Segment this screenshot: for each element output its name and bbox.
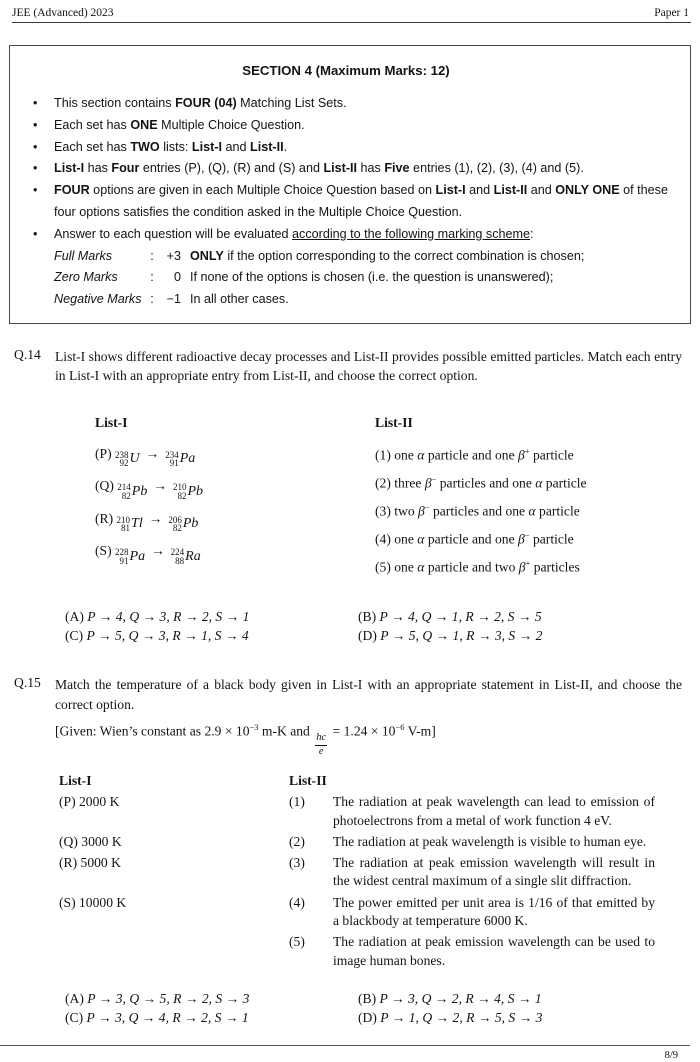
entry-tag: (1) <box>375 447 395 463</box>
text-segment: particles and one <box>429 503 529 519</box>
particle-row <box>375 530 700 558</box>
q15-list2-tag: (2) <box>289 833 305 849</box>
q15-list1-entry: (R) 5000 K <box>59 855 121 871</box>
marking-value: +3 <box>166 248 181 263</box>
text-segment: β <box>518 531 525 547</box>
text-segment: Multiple Choice Question. <box>157 117 305 132</box>
q15-list2-header: List-II <box>289 773 327 788</box>
arrow-glyph: → <box>153 478 167 494</box>
section-instruction-box <box>9 45 691 324</box>
instruction-item <box>30 158 672 180</box>
text-segment: List-II <box>250 139 284 154</box>
q15-options <box>65 991 700 1027</box>
text-segment: and <box>527 183 556 198</box>
text-segment: List-II <box>493 183 528 198</box>
text-segment: particle <box>529 447 574 463</box>
q15-list2-tag: (1) <box>289 794 305 810</box>
marking-row <box>54 246 672 268</box>
marking-value: 0 <box>173 270 181 285</box>
text-segment: β <box>518 559 526 575</box>
text-segment: Each set has <box>54 117 131 132</box>
decay-row <box>95 511 375 544</box>
text-segment: Five <box>384 161 410 176</box>
question-15-number: Q.15 <box>14 675 41 691</box>
instruction-item <box>30 115 672 137</box>
header-exam-title: JEE (Advanced) 2023 <box>12 7 114 19</box>
page-header <box>12 0 691 23</box>
text-segment: entries (P), (Q), (R) and (S) and <box>139 161 324 176</box>
nuclide <box>171 548 201 565</box>
text-segment: particle and two <box>424 559 519 575</box>
question-14-lists <box>95 415 700 586</box>
option-item <box>358 991 700 1007</box>
text-segment: List-I <box>191 139 222 154</box>
text-segment: α <box>417 531 425 547</box>
superscript: − <box>524 529 530 540</box>
text-segment: entries (1), (2), (3), (4) and (5). <box>409 161 584 176</box>
nuclide-prescripts <box>168 516 182 533</box>
option-tag: (B) <box>358 990 380 1006</box>
text-segment: particles and one <box>436 475 536 491</box>
nuclide <box>115 451 140 468</box>
text-segment: = 1.24 × 10 <box>329 724 396 739</box>
atomic-number: 91 <box>119 555 129 566</box>
q15-list2-tag: (3) <box>289 855 305 871</box>
element-symbol: Pa <box>129 548 146 564</box>
nuclide <box>165 451 195 468</box>
particle-row <box>375 446 700 474</box>
element-symbol: U <box>129 451 140 467</box>
text-segment: particle <box>529 531 574 547</box>
text-segment: : <box>530 226 534 241</box>
text-segment: particle <box>542 475 587 491</box>
option-item <box>358 628 700 644</box>
nuclide-prescripts <box>117 483 131 500</box>
marking-colon: : <box>150 248 154 263</box>
superscript: + <box>525 557 531 568</box>
text-segment: FOUR <box>54 183 90 198</box>
marking-text <box>190 267 672 289</box>
text-segment: one <box>394 447 418 463</box>
mass-number: 210 <box>172 482 187 493</box>
mass-number: 206 <box>168 514 182 525</box>
marking-text <box>190 289 672 311</box>
text-segment: α <box>528 503 536 519</box>
question-14 <box>14 347 686 386</box>
header-paper-label: Paper 1 <box>654 7 689 19</box>
particle-row <box>375 558 700 586</box>
mass-number: 210 <box>116 514 131 525</box>
option-text: P → 5, Q → 1, R → 3, S → 2 <box>380 628 543 644</box>
text-segment: Each set has <box>54 139 131 154</box>
text-segment: options are given in each Multiple Choice Question based on <box>89 183 436 198</box>
text-segment: and <box>465 183 494 198</box>
superscript: + <box>524 445 530 456</box>
option-tag: (C) <box>65 628 87 644</box>
text-segment: has <box>357 161 385 176</box>
q15-list2-text: The power emitted per unit area is 1/16 of that emitted by a blackbody at temperature 6000 K. <box>333 894 655 929</box>
q14-list2-column <box>375 415 700 586</box>
q14-list1-column <box>95 415 375 586</box>
text-segment: and <box>221 139 250 154</box>
fraction-numerator: hc <box>315 733 327 746</box>
text-segment: Four <box>111 161 140 176</box>
marking-scheme <box>54 246 672 311</box>
question-14-number: Q.14 <box>14 346 41 362</box>
text-segment: according to the following marking scheme <box>292 226 531 241</box>
option-text: P → 1, Q → 2, R → 5, S → 3 <box>380 1010 543 1026</box>
text-segment: particle <box>535 503 580 519</box>
text-segment: [Given: Wien’s constant as 2.9 × 10 <box>55 724 250 739</box>
entry-tag: (2) <box>375 475 395 491</box>
particle-row <box>375 502 700 530</box>
question-15-body <box>55 675 686 757</box>
element-symbol: Tl <box>131 516 143 532</box>
q15-list2-text: The radiation at peak emission wavelength will result in the widest central maximum of a single slit diffraction. <box>333 855 655 889</box>
entry-tag: (4) <box>375 531 395 547</box>
option-tag: (B) <box>358 608 380 624</box>
text-segment: This section contains <box>54 96 176 110</box>
decay-row <box>95 446 375 479</box>
option-text: P → 4, Q → 1, R → 2, S → 5 <box>379 608 542 624</box>
q15-list2-text: The radiation at peak wavelength is visible to human eye. <box>333 833 647 849</box>
text-segment: ONE <box>130 117 158 132</box>
text-segment: lists: <box>159 139 192 154</box>
text-segment: two <box>394 503 419 519</box>
mass-number: 234 <box>165 449 179 460</box>
entry-tag: (5) <box>375 559 395 575</box>
text-segment: If none of the options is chosen (i.e. the question is unanswered); <box>190 270 554 285</box>
atomic-number: 92 <box>119 458 129 469</box>
text-segment: β <box>518 447 525 463</box>
q15-list1-entry <box>59 932 289 972</box>
option-item <box>358 609 700 625</box>
superscript: −6 <box>395 722 405 733</box>
nuclide-prescripts <box>117 516 131 533</box>
text-segment: ONLY ONE <box>555 183 620 198</box>
marking-row <box>54 267 672 289</box>
marking-label: Zero Marks <box>54 270 118 285</box>
section-title: SECTION 4 (Maximum Marks: 12) <box>242 63 450 78</box>
q15-list1-header: List-I <box>59 773 92 788</box>
entry-tag: (R) <box>95 510 117 526</box>
text-segment: Answer to each question will be evaluated <box>54 226 293 241</box>
q15-list1-entry: (Q) 3000 K <box>59 833 122 849</box>
text-segment: α <box>417 559 425 575</box>
nuclide <box>168 516 198 533</box>
option-item <box>65 991 358 1007</box>
text-segment: m-K and <box>258 724 314 739</box>
question-14-text: List-I shows different radioactive decay processes and List-II provides possible emitted particles. Match each entry in List-I with an appropriate entry from List-II, and choose the correct option. <box>55 348 682 384</box>
atomic-number: 82 <box>121 490 131 501</box>
entry-tag: (S) <box>95 543 116 559</box>
q14-list1-rows <box>95 446 375 576</box>
instruction-list <box>20 93 672 246</box>
option-tag: (D) <box>358 1010 381 1026</box>
footer-rule <box>0 1045 690 1046</box>
superscript: − <box>424 501 430 512</box>
text-segment: particles <box>530 559 580 575</box>
arrow-glyph: → <box>148 510 163 526</box>
marking-label: Full Marks <box>54 248 113 263</box>
text-segment: α <box>417 447 425 463</box>
q15-list2-tag: (5) <box>289 934 305 950</box>
option-item <box>65 609 358 625</box>
text-segment: List-I <box>435 183 466 198</box>
text-segment: particle and one <box>424 531 519 547</box>
element-symbol: Pb <box>182 516 199 532</box>
q15-list2-text: The radiation at peak emission wavelength can be used to image human bones. <box>333 934 655 968</box>
text-segment: . <box>283 139 288 154</box>
atomic-number: 88 <box>175 555 185 566</box>
nuclide-prescripts <box>173 483 187 500</box>
fraction-denominator: e <box>318 745 324 757</box>
decay-row <box>95 543 375 576</box>
element-symbol: Pa <box>179 451 196 467</box>
nuclide-prescripts <box>115 451 129 468</box>
question-15 <box>14 675 686 757</box>
atomic-number: 91 <box>169 458 179 469</box>
entry-tag: (3) <box>375 503 395 519</box>
particle-row <box>375 474 700 502</box>
option-tag: (A) <box>65 990 88 1006</box>
mass-number: 238 <box>115 449 129 460</box>
instruction-item <box>30 93 672 115</box>
marking-row <box>54 289 672 311</box>
q15-list2-tag: (4) <box>289 894 305 910</box>
nuclide <box>115 548 145 565</box>
text-segment: FOUR (04) <box>175 96 237 110</box>
text-segment: has <box>84 161 112 176</box>
q15-list1-entry: (S) 10000 K <box>59 894 127 910</box>
nuclide-prescripts <box>165 451 179 468</box>
text-segment: List-I <box>54 161 85 176</box>
element-symbol: Pb <box>187 483 203 499</box>
text-segment: one <box>394 531 418 547</box>
text-segment: V-m] <box>404 724 436 739</box>
nuclide <box>117 516 143 533</box>
marking-value: −1 <box>166 292 181 307</box>
instruction-item <box>30 180 672 224</box>
text-segment: of these four options satisfies the condition asked in the Multiple Choice Question. <box>54 183 668 219</box>
arrow-glyph: → <box>145 445 160 461</box>
superscript: −3 <box>249 722 259 733</box>
page-number: 8/9 <box>664 1050 678 1061</box>
marking-label: Negative Marks <box>54 292 142 307</box>
element-symbol: Ra <box>185 548 201 564</box>
text-segment: if the option corresponding to the correct combination is chosen; <box>223 248 585 263</box>
q14-list2-header: List-II <box>375 414 413 430</box>
text-segment: In all other cases. <box>190 292 289 307</box>
text-segment: α <box>535 475 543 491</box>
superscript: − <box>431 473 437 484</box>
text-segment: ONLY <box>190 248 224 263</box>
nuclide-prescripts <box>115 548 129 565</box>
text-segment: three <box>394 475 425 491</box>
option-text: P → 3, Q → 2, R → 4, S → 1 <box>379 990 542 1006</box>
nuclide <box>117 483 147 500</box>
q14-list1-header: List-I <box>95 414 128 430</box>
option-item <box>358 1010 700 1026</box>
option-item <box>65 628 358 644</box>
option-text: P → 4, Q → 3, R → 2, S → 1 <box>87 608 250 624</box>
option-text: P → 3, Q → 5, R → 2, S → 3 <box>87 990 250 1006</box>
mass-number: 214 <box>117 482 131 493</box>
decay-row <box>95 478 375 511</box>
option-tag: (D) <box>358 628 381 644</box>
entry-tag: (P) <box>95 445 116 461</box>
option-item <box>65 1010 358 1026</box>
question-15-given <box>55 718 682 757</box>
text-segment: one <box>394 559 418 575</box>
option-text: P → 3, Q → 4, R → 2, S → 1 <box>86 1010 249 1026</box>
option-text: P → 5, Q → 3, R → 1, S → 4 <box>86 628 249 644</box>
q15-list1-entry: (P) 2000 K <box>59 794 120 810</box>
text-segment: β <box>418 503 425 519</box>
atomic-number: 82 <box>172 523 182 534</box>
atomic-number: 81 <box>121 523 131 534</box>
nuclide-prescripts <box>171 548 185 565</box>
question-15-lists <box>59 772 700 972</box>
text-segment: Matching List Sets. <box>236 96 347 110</box>
q14-options <box>65 609 700 645</box>
text-segment: particle and one <box>424 447 519 463</box>
marking-colon: : <box>150 270 154 285</box>
fraction <box>315 733 327 757</box>
entry-tag: (Q) <box>95 478 118 494</box>
option-tag: (A) <box>65 608 88 624</box>
text-segment: TWO <box>130 139 160 154</box>
marking-colon: : <box>150 292 154 307</box>
text-segment: β <box>424 475 432 491</box>
nuclide <box>173 483 203 500</box>
instruction-item <box>30 137 672 159</box>
arrow-glyph: → <box>151 543 165 559</box>
text-segment: List-II <box>323 161 358 176</box>
instruction-item <box>30 224 672 246</box>
option-tag: (C) <box>65 1010 87 1026</box>
mass-number: 224 <box>170 547 185 558</box>
marking-text <box>190 246 672 268</box>
q15-list2-text: The radiation at peak wavelength can lead to emission of photoelectrons from a metal of work function 4 eV. <box>333 794 655 828</box>
question-15-text: Match the temperature of a black body given in List-I with an appropriate statement in List-II, and choose the correct option. <box>55 677 682 712</box>
mass-number: 228 <box>115 547 129 558</box>
element-symbol: Pb <box>131 483 148 499</box>
q14-list2-rows <box>375 446 700 586</box>
atomic-number: 82 <box>177 490 187 501</box>
